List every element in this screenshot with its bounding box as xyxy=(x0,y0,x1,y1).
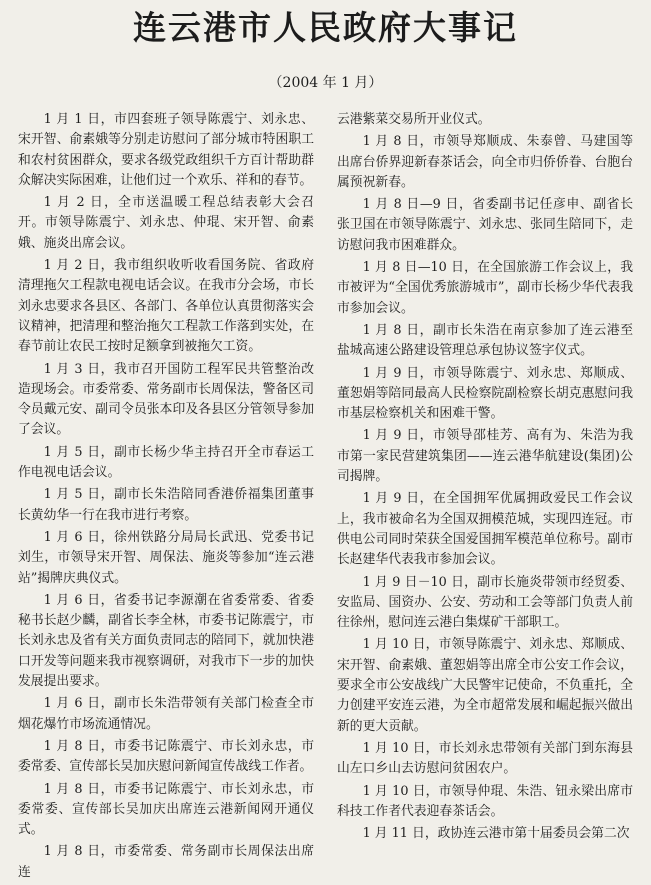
document-subtitle: （2004 年 1 月） xyxy=(268,75,383,91)
entry-paragraph: 1 月 8 日，副市长朱浩在南京参加了连云港至盐城高速公路建设管理总承包协议签字仪式。 xyxy=(337,322,633,359)
right-column xyxy=(337,110,633,846)
entry-paragraph: 1 月 6 日，省委书记李源潮在省委常委、省委秘书长赵少麟，副省长李全林，市委书记陈震宁，市长刘永忠及省有关方面负责同志的陪同下，就加快港口开发等问题来我市视察调研，对我市下一步的加快发展提出要求。 xyxy=(18,592,314,690)
entry-paragraph: 1 月 9 日，在全国拥军优属拥政爱民工作会议上，我市被命名为全国双拥模范城，实现四连冠。市供电公司同时荣获全国爱国拥军模范单位称号。副市长赵建华代表我市参加会议。 xyxy=(337,491,633,568)
entry-paragraph: 1 月 6 日，徐州铁路分局局长武迅、党委书记刘生，市领导宋开智、周保法、施炎等参加“连云港站”揭牌庆典仪式。 xyxy=(18,529,314,586)
document-title: 连云港市人民政府大事记 xyxy=(133,8,518,47)
entry-paragraph: 1 月 9 日，市领导邵桂芳、高有为、朱浩为我市第一家民营建筑集团——连云港华航建设(集团)公司揭牌。 xyxy=(337,428,633,485)
entry-paragraph: 1 月 8 日，市委书记陈震宁、市长刘永忠，市委常委、宣传部长吴加庆慰问新闻宣传战线工作者。 xyxy=(18,738,314,775)
entry-paragraph: 1 月 5 日，副市长朱浩陪同香港侨福集团董事长黄幼华一行在我市进行考察。 xyxy=(18,487,314,523)
entry-paragraph: 1 月 3 日，我市召开国防工程军民共管整治改造现场会。市委常委、常务副市长周保法，警备区司令员戴元安、副司令员张本印及各县区分管领导参加了会议。 xyxy=(18,361,314,438)
entry-paragraph: 1 月 1 日，市四套班子领导陈震宁、刘永忠、宋开智、俞素娥等分别走访慰问了部分城市特困职工和农村贫困群众，要求各级党政组织千方百计帮助群众解决实际困难，让他们过一个欢乐、祥和的春节。 xyxy=(18,112,314,188)
entry-continuation: 云港紫菜交易所开业仪式。 xyxy=(337,112,491,127)
left-column xyxy=(18,110,314,885)
entry-paragraph: 1 月 11 日，政协连云港市第十届委员会第二次 xyxy=(362,826,630,842)
entry-paragraph: 1 月 8 日，市领导郑顺成、朱泰曾、马建国等出席台侨界迎新春茶话会，向全市归侨侨眷、台胞台属预祝新春。 xyxy=(337,134,633,190)
entry-paragraph: 1 月 10 日，市领导仲琨、朱浩、钮永梁出席市科技工作者代表迎春茶话会。 xyxy=(337,783,633,819)
entry-paragraph: 1 月 6 日，副市长朱浩带领有关部门检查全市烟花爆竹市场流通情况。 xyxy=(18,696,314,732)
entry-paragraph: 1 月 5 日，副市长杨少华主持召开全市春运工作电视电话会议。 xyxy=(18,444,314,481)
entry-paragraph: 1 月 8 日—9 日，省委副书记任彦申、副省长张卫国在市领导陈震宁、刘永忠、张同生陪同下，走访慰问我市困难群众。 xyxy=(337,197,633,253)
entry-paragraph: 1 月 9 日，市领导陈震宁、刘永忠、郑顺成、董恕娟等陪同最高人民检察院副检察长胡克惠慰问我市基层检察机关和困难干警。 xyxy=(337,365,633,422)
entry-paragraph: 1 月 2 日，我市组织收听收看国务院、省政府清理拖欠工程款电视电话会议。在我市分会场，市长刘永忠要求各县区、各部门、各单位认真贯彻落实会议精神，把清理和整治拖欠工程款工作落到实处，在春节前让农民工按时足额拿到被拖欠工资。 xyxy=(18,258,314,355)
text-columns xyxy=(18,110,633,885)
entry-paragraph: 1 月 10 日，市领导陈震宁、刘永忠、郑顺成、宋开智、俞素娥、董恕娟等出席全市公安工作会议，要求全市公安战线广大民警牢记使命，不负重托，全力创建平安连云港，为全市超常发展和崛起振兴做出新的更大贡献。 xyxy=(337,637,633,734)
entry-paragraph: 1 月 9 日－10 日，副市长施炎带领市经贸委、安监局、国资办、公安、劳动和工会等部门负责人前往徐州，慰问连云港白集煤矿干部职工。 xyxy=(337,574,633,631)
entry-paragraph: 1 月 8 日—10 日，在全国旅游工作会议上，我市被评为“全国优秀旅游城市”，副市长杨少华代表我市参加会议。 xyxy=(337,260,633,316)
entry-paragraph: 1 月 10 日，市长刘永忠带领有关部门到东海县山左口乡山去访慰问贫困农户。 xyxy=(337,740,633,777)
entry-paragraph: 1 月 2 日，全市送温暖工程总结表彰大会召开。市领导陈震宁、刘永忠、仲琨、宋开智、俞素娥、施炎出席会议。 xyxy=(18,195,314,251)
entry-paragraph: 1 月 8 日，市委常委、常务副市长周保法出席连 xyxy=(18,844,314,880)
entry-paragraph: 1 月 8 日，市委书记陈震宁、市长刘永忠，市委常委、宣传部长吴加庆出席连云港新闻网开通仪式。 xyxy=(18,781,314,838)
